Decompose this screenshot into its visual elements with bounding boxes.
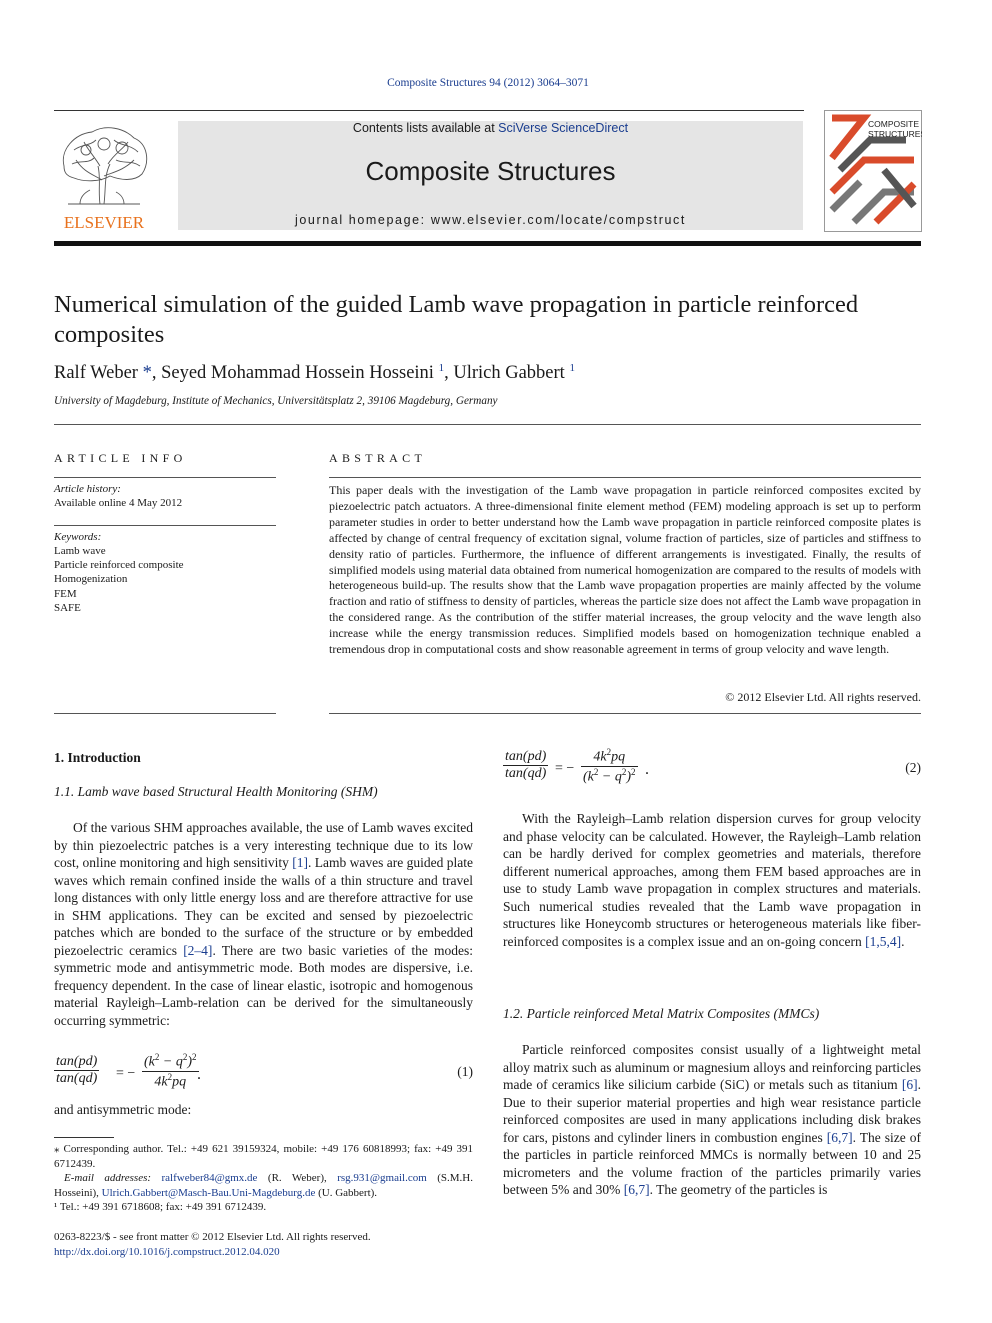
equation-number: (2) xyxy=(905,760,921,775)
history-value: Available online 4 May 2012 xyxy=(54,497,183,509)
abstract-text: This paper deals with the investigation of the Lamb wave propagation in particle reinforced composites excited by piezoelectric patch actuators. A three-dimensional finite element method (FEM) modeling approach is set up to perform parameter studies in order to better understand how the Lamb wave propagation in particle reinforced composite plates is affected by change of central frequency of excitation signal, volume fraction of particles, size of particles and stiffness to density ratio of particles. Furthermore, the influence of different arrangements is investigated. Finally, the results of simplified models using material data obtained from numerical homogenization are compared to the results of models with heterogeneous build-up. The results show that the Lamb wave propagation properties are mainly affected by the volume fraction and ratio of stiffness to density of particles, whereas the particle size does not affect the Lamb wave propagation in the considered range. As the contribution of the stiffer material increases, the group velocity and the wave length also increase while the energy transmission reduces. Simplified models based on homogenization technique enabled a tremendous drop in computational costs and show reasonable agreement in terms of group velocity and wave length. xyxy=(329,483,921,657)
contents-line xyxy=(178,121,803,135)
elsevier-logo xyxy=(54,120,154,232)
email-link[interactable]: rsg.931@gmail.com xyxy=(337,1172,427,1185)
journal-reference[interactable]: Composite Structures 94 (2012) 3064–3071 xyxy=(387,77,589,89)
keyword: Homogenization xyxy=(54,573,128,586)
body-paragraph: Particle reinforced composites consist usually of a lightweight metal alloy matrix such as aluminum or magnesium alloys and reinforcing particles made of ceramics like silicium carbide (SiC) or metals such as titanium [6]. Due to their superior material properties and high wear resistance particle reinforced composites are used in many applications including disk brakes for cars, pistons and cylinder liners in combustion engines [6,7]. The size of the particles in particle reinforced MMCs is normally between 10 and 25 micrometers and the volume fraction of the particles primarily varies between 5% and 30% [6,7]. The geometry of the particles is xyxy=(503,1042,921,1197)
author-list: Ralf Weber *, Seyed Mohammad Hossein Hosseini $^1$, Ulrich Gabbert $^1$ xyxy=(54,362,575,384)
contents-prefix: Contents lists available at xyxy=(352,121,499,135)
keyword: SAFE xyxy=(54,601,81,614)
email-link[interactable]: ralfweber84@gmx.de xyxy=(161,1172,258,1185)
section-heading: 1. Introduction xyxy=(54,750,141,765)
keyword: FEM xyxy=(54,587,77,600)
publisher-wordmark: ELSEVIER xyxy=(63,213,145,232)
cover-logo-icon xyxy=(824,110,922,232)
footnote-tel: ¹ Tel.: +49 391 6718608; fax: +49 391 6712439. xyxy=(54,1201,267,1214)
article-title: Numerical simulation of the guided Lamb wave propagation in particle reinforced composites xyxy=(54,291,859,348)
citation-link[interactable]: [1,5,4] xyxy=(865,933,902,949)
info-divider xyxy=(54,525,276,526)
info-divider xyxy=(54,713,276,714)
citation-link[interactable]: [6,7] xyxy=(826,1129,853,1145)
sciencedirect-link[interactable]: SciVerse ScienceDirect xyxy=(498,121,629,135)
citation-link[interactable]: [1] xyxy=(292,855,308,870)
doi-link[interactable]: http://dx.doi.org/10.1016/j.compstruct.2012.04.020 xyxy=(54,1245,280,1258)
footnote-divider xyxy=(54,1137,114,1138)
equation-lead-text: and antisymmetric mode: xyxy=(54,1102,192,1117)
cover-title-line2: STRUCTURES xyxy=(868,129,922,139)
article-info-heading: ARTICLE INFO xyxy=(54,451,187,465)
corresponding-author-mark[interactable]: * xyxy=(142,363,152,384)
footnotes xyxy=(54,1142,473,1215)
author-hosseini: Seyed Mohammad Hossein Hosseini xyxy=(161,363,434,384)
body-paragraph: With the Rayleigh–Lamb relation dispersion curves for group velocity and phase velocity can be calculated. However, the Rayleigh–Lamb relation can be hardly derived for complex geometries and materials, therefore different numerical approaches, among them FEM based approaches are in use to study Lamb wave propagation in complex structures and materials. Such numerical studies revealed that the Lamb wave propagation in structures like Honeycomb structures or heterogeneous materials like fiber-reinforced composites is a complex issue and an on-going concern [1,5,4]. xyxy=(503,811,921,949)
subsection-heading: 1.1. Lamb wave based Structural Health Monitoring (SHM) xyxy=(54,784,378,799)
abstract-divider xyxy=(329,477,921,478)
journal-name: Composite Structures xyxy=(365,156,616,186)
abstract-heading: ABSTRACT xyxy=(329,451,427,465)
front-matter-info xyxy=(54,1230,371,1259)
email-link[interactable]: Ulrich.Gabbert@Masch-Bau.Uni-Magdeburg.de xyxy=(101,1186,316,1199)
section-divider xyxy=(54,424,921,425)
history-label: Article history: xyxy=(54,483,121,495)
issn-line: 0263-8223/$ - see front matter © 2012 Elsevier Ltd. All rights reserved. xyxy=(54,1231,371,1243)
subsection-heading: 1.2. Particle reinforced Metal Matrix Composites (MMCs) xyxy=(503,1006,820,1021)
author-footnote-mark[interactable]: 1 xyxy=(438,362,445,374)
keyword: Lamb wave xyxy=(54,545,106,557)
body-paragraph: Of the various SHM approaches available, the use of Lamb waves excited by thin piezoelectric patches is a very interesting technique due to its low cost, online monitoring and high sensitivity [1]. Lamb waves are guided plate waves which remain confined inside the walls of a thin structure and travel long distances with only little energy loss and are therefore attractive for use in SHM applications. They can be excited and sensed by piezoelectric patches which are bonded to the surface of the structure or by embedded piezoelectric ceramics [2–4]. There are two basic varieties of the modes: symmetric mode and antisymmetric mode. Both modes are dispersive, i.e. frequency dependent. In the case of linear elastic, isotropic and homogenous material Rayleigh–Lamb-relation can be derived for the simultaneously occurring symmetric: xyxy=(54,820,474,1028)
keyword: Particle reinforced composite xyxy=(54,559,184,572)
header-thick-divider xyxy=(54,241,921,246)
affiliation: University of Magdeburg, Institute of Mechanics, Universitätsplatz 2, 39106 Magdeburg, Germany xyxy=(54,395,498,407)
equation-number: (1) xyxy=(457,1064,473,1079)
info-divider xyxy=(54,477,276,478)
author-footnote-mark[interactable]: 1 xyxy=(569,362,575,374)
author-gabbert: Ulrich Gabbert xyxy=(453,363,565,384)
header-divider xyxy=(54,110,804,111)
copyright: © 2012 Elsevier Ltd. All rights reserved. xyxy=(725,690,921,704)
keywords-label: Keywords: xyxy=(54,531,102,543)
equation-1: $\frac{\tan(pd)}{\tan(qd)}$ = − $\frac{(k^2 - q^2)^2}{4k^2pq}$ . (1) xyxy=(56,1052,473,1090)
footnote-corresponding: ⁎ Corresponding author. Tel.: +49 621 39159324, mobile: +49 176 60818993; fax: +49 391 6712439. xyxy=(54,1143,473,1170)
elsevier-tree-icon xyxy=(54,120,154,232)
citation-link[interactable]: [6,7] xyxy=(623,1182,650,1197)
cover-title-line1: COMPOSITE xyxy=(868,119,920,129)
keywords-list xyxy=(54,544,184,615)
citation-link[interactable]: [6] xyxy=(901,1077,918,1092)
equation-2: $\frac{\tan(pd)}{\tan(qd)}$ = − $\frac{4k^2pq}{(k^2 - q^2)^2}$ . (2) xyxy=(505,747,921,785)
citation-link[interactable]: [2–4] xyxy=(183,942,213,958)
footnote-emails: E-mail addresses: ralfweber84@gmx.de (R. Weber), rsg.931@gmail.com (S.M.H. Hosseini), Ulrich.Gabbert@Masch-Bau.Uni-Magdeburg.de (U. Gabbert). xyxy=(54,1172,473,1199)
journal-homepage[interactable]: journal homepage: www.elsevier.com/locate/compstruct xyxy=(295,213,686,227)
author-weber: Ralf Weber xyxy=(54,363,138,384)
abstract-divider xyxy=(329,713,921,714)
journal-cover xyxy=(824,110,922,232)
